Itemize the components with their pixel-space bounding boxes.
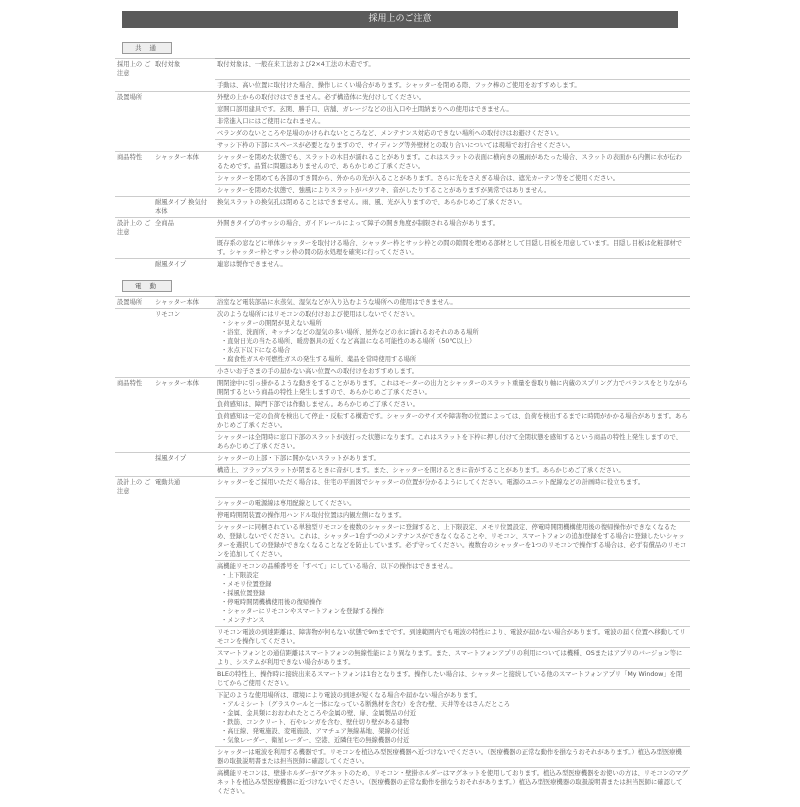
row-subcategory [153,127,215,139]
bullet-item: ・鉄筋、コンクリート、石やレンガを含む、壁仕切り壁がある建物 [221,718,410,726]
note-text: スマートフォンとの通信距離はスマートフォンの無線性能により異なります。また、スマートフォンアプリの利用については機種、OSまたはアプリのバージョン等により、システムが利用できない場合があります。 [217,649,683,666]
notes-section [115,280,690,797]
bullet-item: ・採風位置登録 [221,589,266,597]
table-row [115,366,690,378]
row-text [215,366,690,378]
table-row [115,59,690,80]
row-category: 設計上の ご注意 [115,477,153,498]
row-text [215,689,690,746]
row-subcategory [153,366,215,378]
table-row [115,127,690,139]
note-text: 手動は、高い位置に取付けた場合、操作しにくい場合があります。シャッターを閉める際、フック棒のご使用をおすすめします。 [217,81,581,89]
row-category [115,521,153,560]
note-text: 次のような場所にはリモコンの取付けおよび使用はしないでください。 [217,311,419,318]
table-row [115,668,690,689]
note-text: リモコン電波の到達距離は、障害物が何もない状態で9mまでです。到達範囲内でも電波の特性により、電波が届かない場合があります。電波の届く位置へ移動してリモコンを操作してください。 [217,628,686,645]
row-text [215,497,690,509]
row-text [215,746,690,767]
row-category: 設置場所 [115,297,153,309]
row-category [115,465,153,477]
table-row [115,626,690,647]
row-text [215,521,690,560]
table-row [115,521,690,560]
note-text: 外開きタイプのサッシの場合、ガイドレールによって障子の開き角度が制限される場合があります。 [217,219,500,227]
note-text: シャッターを閉めた状態で、強風によりスラットがバタツキ、音がしたりすることがありますが異常ではありません。 [217,186,551,194]
note-text: 取付対象は、一般在来工法および2×4工法の木造です。 [217,61,375,68]
bullet-item: ・停電時開閉機構使用後の復帰操作 [221,598,322,606]
table-row [115,497,690,509]
row-category [115,309,153,366]
row-category [115,259,153,271]
notes-content [115,40,690,807]
row-category: 設置場所 [115,91,153,103]
row-subcategory [153,746,215,767]
row-text [215,115,690,127]
row-subcategory: シャッター本体 [153,297,215,309]
note-text: 窓開口部用建具です。玄関、勝手口、店舗、ガレージなどの出入口や土間納まりへの使用はできません。 [217,105,513,113]
table-row [115,647,690,668]
row-category [115,196,153,217]
row-subcategory: 耐風タイプ [153,259,215,271]
row-category [115,238,153,259]
row-text [215,560,690,626]
bullet-item: ・メモリ位置登録 [221,580,272,588]
row-subcategory [153,139,215,151]
note-text: シャッターは全閉時に窓口下部のスラットが波打った状態になります。これはスラットを下枠に押し付けて全閉状態を感知するという商品の特性上発生しますので、あらかじめご了承ください。 [217,434,682,450]
row-subcategory: リモコン [153,309,215,366]
notes-table [115,296,690,797]
row-category [115,626,153,647]
notes-section [115,42,690,270]
row-subcategory [153,91,215,103]
note-text: シャッターの電源線は専用配線としてください。 [217,499,356,507]
note-text: 既存系の窓などに単体シャッターを取付ける場合、シャッター枠とサッシ枠との間の隙間を埋める部材として目隠し目板を用意しています。目隠し目板は化粧部材です。シャッター枠とサッシ枠の間の防水処理を確実に行ってください。 [217,240,683,256]
table-row [115,139,690,151]
row-text [215,91,690,103]
row-text [215,238,690,259]
row-subcategory [153,465,215,477]
row-text [215,411,690,432]
row-category [115,103,153,115]
table-row [115,378,690,399]
row-text [215,196,690,217]
row-text [215,399,690,411]
row-category [115,689,153,746]
table-row [115,453,690,465]
row-subcategory [153,238,215,259]
bullet-item: ・氷点下以下になる場合 [221,347,291,354]
row-category: 商品特性 [115,378,153,399]
row-subcategory [153,103,215,115]
row-text [215,767,690,797]
row-category [115,411,153,432]
row-text [215,151,690,172]
row-text [215,378,690,399]
bullet-item: ・高圧線、発電施設、変電施設、アマチュア無線基地、架線の付近 [221,727,410,735]
row-text [215,184,690,196]
row-subcategory: シャッター本体 [153,378,215,399]
table-row [115,184,690,196]
note-text: 浴室など電装部品に水蒸気、湿気などが入り込むような場所への使用はできません。 [217,299,457,306]
row-text [215,139,690,151]
row-text [215,432,690,453]
row-category [115,668,153,689]
bullet-item: ・直射日光の当たる場所、暖房器具の近くなど高温になる可能性のある場所（50℃以上） [221,338,476,345]
note-text: シャッターを閉めた状態でも、スラットの木目が濡れることがあります。これはスラットの表面に横向きの風雨があたった場合、スラットの表面から内側に水が伝わるためです。品質に問題はありませんので、あらかじめご了承ください。 [217,153,682,170]
bullet-item: ・シャッターの開閉が見えない場所 [221,320,322,327]
row-category [115,497,153,509]
row-subcategory [153,509,215,521]
note-text: 構造上、フラップスラットが閉まるときに音がします。また、シャッターを開けるときに音がすることがあります。あらかじめご了承ください。 [217,467,625,474]
note-text: シャッターの上部・下部に開かないスラットがあります。 [217,455,380,462]
table-row [115,411,690,432]
row-text [215,453,690,465]
table-row [115,79,690,91]
row-subcategory [153,560,215,626]
table-row [115,297,690,309]
note-text: 負荷感知は、障門下部では作動しません。あらかじめご了承ください。 [217,401,419,408]
row-text [215,626,690,647]
bullet-item: ・上下限設定 [221,571,259,579]
row-category [115,509,153,521]
row-category [115,767,153,797]
note-text: 小さいお子さまの手の届かない高い位置への取付けをおすすめします。 [217,368,419,375]
note-text: 開閉途中に引っ掛かるような動きをすることがあります。これはモーターの出力とシャッターのスラット重量を巻取り軸に内蔵のスプリング力でバランスをとりながら開閉するという商品の特性上発生しますので、あらかじめご了承ください。 [217,380,688,396]
row-subcategory: 電動共通 [153,477,215,498]
table-row [115,309,690,366]
note-text: シャッターに同梱されている単独型リモコンを複数のシャッターに登録すると、上下限設定、メモリ位置設定、停電時開閉機構使用後の復帰操作ができなくなるため、登録しないでください。これは、シャッター1台ずつのメンテナンスができなくなることや、リモコン、スマートフォンの追加登録をする場合に登録したいシャッターを選択しての登録ができなくなることなどを防止しています。必ず守ってください。複数台のシャッターを1つのリモコンで操作する場合は、必ず有償品のリモコンを追加してください。 [217,523,687,558]
note-text: 高機能リモコンの品種番号を「すべて」にしている場合、以下の操作はできません。 [217,562,457,570]
table-row [115,91,690,103]
row-category [115,79,153,91]
table-row [115,767,690,797]
table-row [115,509,690,521]
row-subcategory [153,411,215,432]
row-subcategory [153,79,215,91]
row-text [215,647,690,668]
row-subcategory: 採風タイプ [153,453,215,465]
row-text [215,668,690,689]
table-row [115,238,690,259]
note-text: シャッターを閉めても各部のすき間から、外からの光が入ることがあります。さらに光をさえぎる場合は、遮光カーテン等をご使用ください。 [217,174,620,182]
note-text: ベランダのないところや足場のかけられないところなど、メンテナンス対応のできない場所への取付けはお避けください。 [217,129,563,137]
row-subcategory: シャッター本体 [153,151,215,172]
row-category [115,560,153,626]
row-subcategory [153,668,215,689]
row-text [215,259,690,271]
note-text: シャッターをご採用いただく場合は、住宅の平面図でシャッターの位置が分かるようにしてください。電源のユニット配線などの計画時に役立ちます。 [217,479,645,486]
note-text: 換気スラットの換気孔は閉めることはできません。雨、風、光が入りますので、あらかじめご了承ください。 [217,198,526,206]
row-category [115,184,153,196]
row-text [215,127,690,139]
row-category [115,746,153,767]
table-row [115,477,690,498]
row-subcategory [153,626,215,647]
table-row [115,432,690,453]
table-row [115,172,690,184]
row-subcategory: 耐風タイプ 換気付本体 [153,196,215,217]
row-text [215,217,690,238]
row-category [115,366,153,378]
note-text: 外壁の上からの取付けはできません。必ず構造体に先付けしてください。 [217,93,426,101]
row-text [215,309,690,366]
table-row [115,746,690,767]
note-text: 連窓は製作できません。 [217,261,287,268]
row-subcategory [153,521,215,560]
note-text: シャッターは電波を利用する機器です。リモコンを植込み型医療機器へ近づけないでください。（医療機器の正常な動作を損なうおそれがあります。）植込み型医療機器の取扱説明書または担当医師に確認してください。 [217,748,682,765]
row-subcategory [153,399,215,411]
table-row [115,103,690,115]
page-title: 採用上のご注意 [122,11,678,28]
note-text: サッシ下枠の下部にスペースが必要となりますので、サイディング等外壁材との取り合いについては現場でお打合せください。 [217,141,575,149]
table-row [115,689,690,746]
note-text: 高機能リモコンは、壁掛ホルダーがマグネットのため、リモコン・壁掛ホルダーはマグネットを使用しております。植込み型医療機器をお使いの方は、リモコンのマグネットを植込み型医療機器に近づけないでください。（医療機器の正常な動作を損なうおそれがあります。）植込み型医療機器の取扱説明書または担当医師に確認してください。 [217,769,688,795]
table-row [115,259,690,271]
row-subcategory [153,432,215,453]
row-text [215,477,690,498]
section-label: 電 動 [122,280,172,292]
row-category [115,172,153,184]
row-text [215,172,690,184]
row-text [215,509,690,521]
row-text [215,79,690,91]
bullet-item: ・金属、金具類におおわれたところや金属の壁、扉、金属製品の付近 [221,709,417,717]
row-text [215,297,690,309]
section-label: 共 通 [122,42,172,54]
bullet-item: ・シャッターにリモコンやスマートフォンを登録する操作 [221,607,384,615]
notes-table [115,58,690,270]
row-text [215,103,690,115]
table-row [115,465,690,477]
table-row [115,115,690,127]
table-row [115,196,690,217]
row-subcategory [153,689,215,746]
note-text: 停電時開閉装置の操作用ハンドル取付位置は内観左側になります。 [217,511,406,519]
row-category [115,453,153,465]
row-subcategory [153,647,215,668]
row-subcategory: 取付対象 [153,59,215,80]
table-row [115,217,690,238]
table-row [115,399,690,411]
row-category [115,647,153,668]
row-subcategory [153,115,215,127]
note-text: 負荷感知は一定の負荷を検出して停止・反転する構造です。シャッターのサイズや障害物の位置によっては、負荷を検出するまでに時間がかかる場合があります。あらかじめご了承ください。 [217,413,688,429]
row-text [215,59,690,80]
row-category [115,139,153,151]
row-subcategory [153,767,215,797]
bullet-item: ・アルミシート（グラスウールと一体になっている断熱材を含む）を含む壁、天井等をはさんだところ [221,700,511,708]
row-subcategory [153,184,215,196]
table-row [115,560,690,626]
row-category [115,127,153,139]
bullet-item: ・浴室、洗面所、キッチンなどの湿気の多い場所、屋外などの水に濡れるおそれのある場所 [221,329,479,336]
row-subcategory: 全商品 [153,217,215,238]
row-category [115,399,153,411]
table-row [115,151,690,172]
row-text [215,465,690,477]
note-text: BLEの特性上、操作時に接続出来るスマートフォンは1台となります。操作したい場合は、シャッターと接続している他のスマートフォンアプリ「My Window」を閉じてからご使用ください。 [217,670,683,687]
bullet-item: ・腐食性ガスや可燃性ガスの発生する場所、薬品を常時使用する場所 [221,356,417,363]
note-text: 下記のような使用場所は、環境により電波の到達が短くなる場合や届かない場合があります。 [217,691,481,699]
row-category: 設計上の ご注意 [115,217,153,238]
bullet-item: ・メンテナンス [221,616,265,624]
row-category [115,115,153,127]
row-subcategory [153,497,215,509]
note-text: 非常進入口にはご使用になれません。 [217,117,325,125]
row-category [115,432,153,453]
row-category: 商品特性 [115,151,153,172]
bullet-item: ・気象レーダー、衛星レーダー、空港、近隣住宅の無線機器の付近 [221,736,410,744]
row-subcategory [153,172,215,184]
row-category: 採用上の ご注意 [115,59,153,80]
